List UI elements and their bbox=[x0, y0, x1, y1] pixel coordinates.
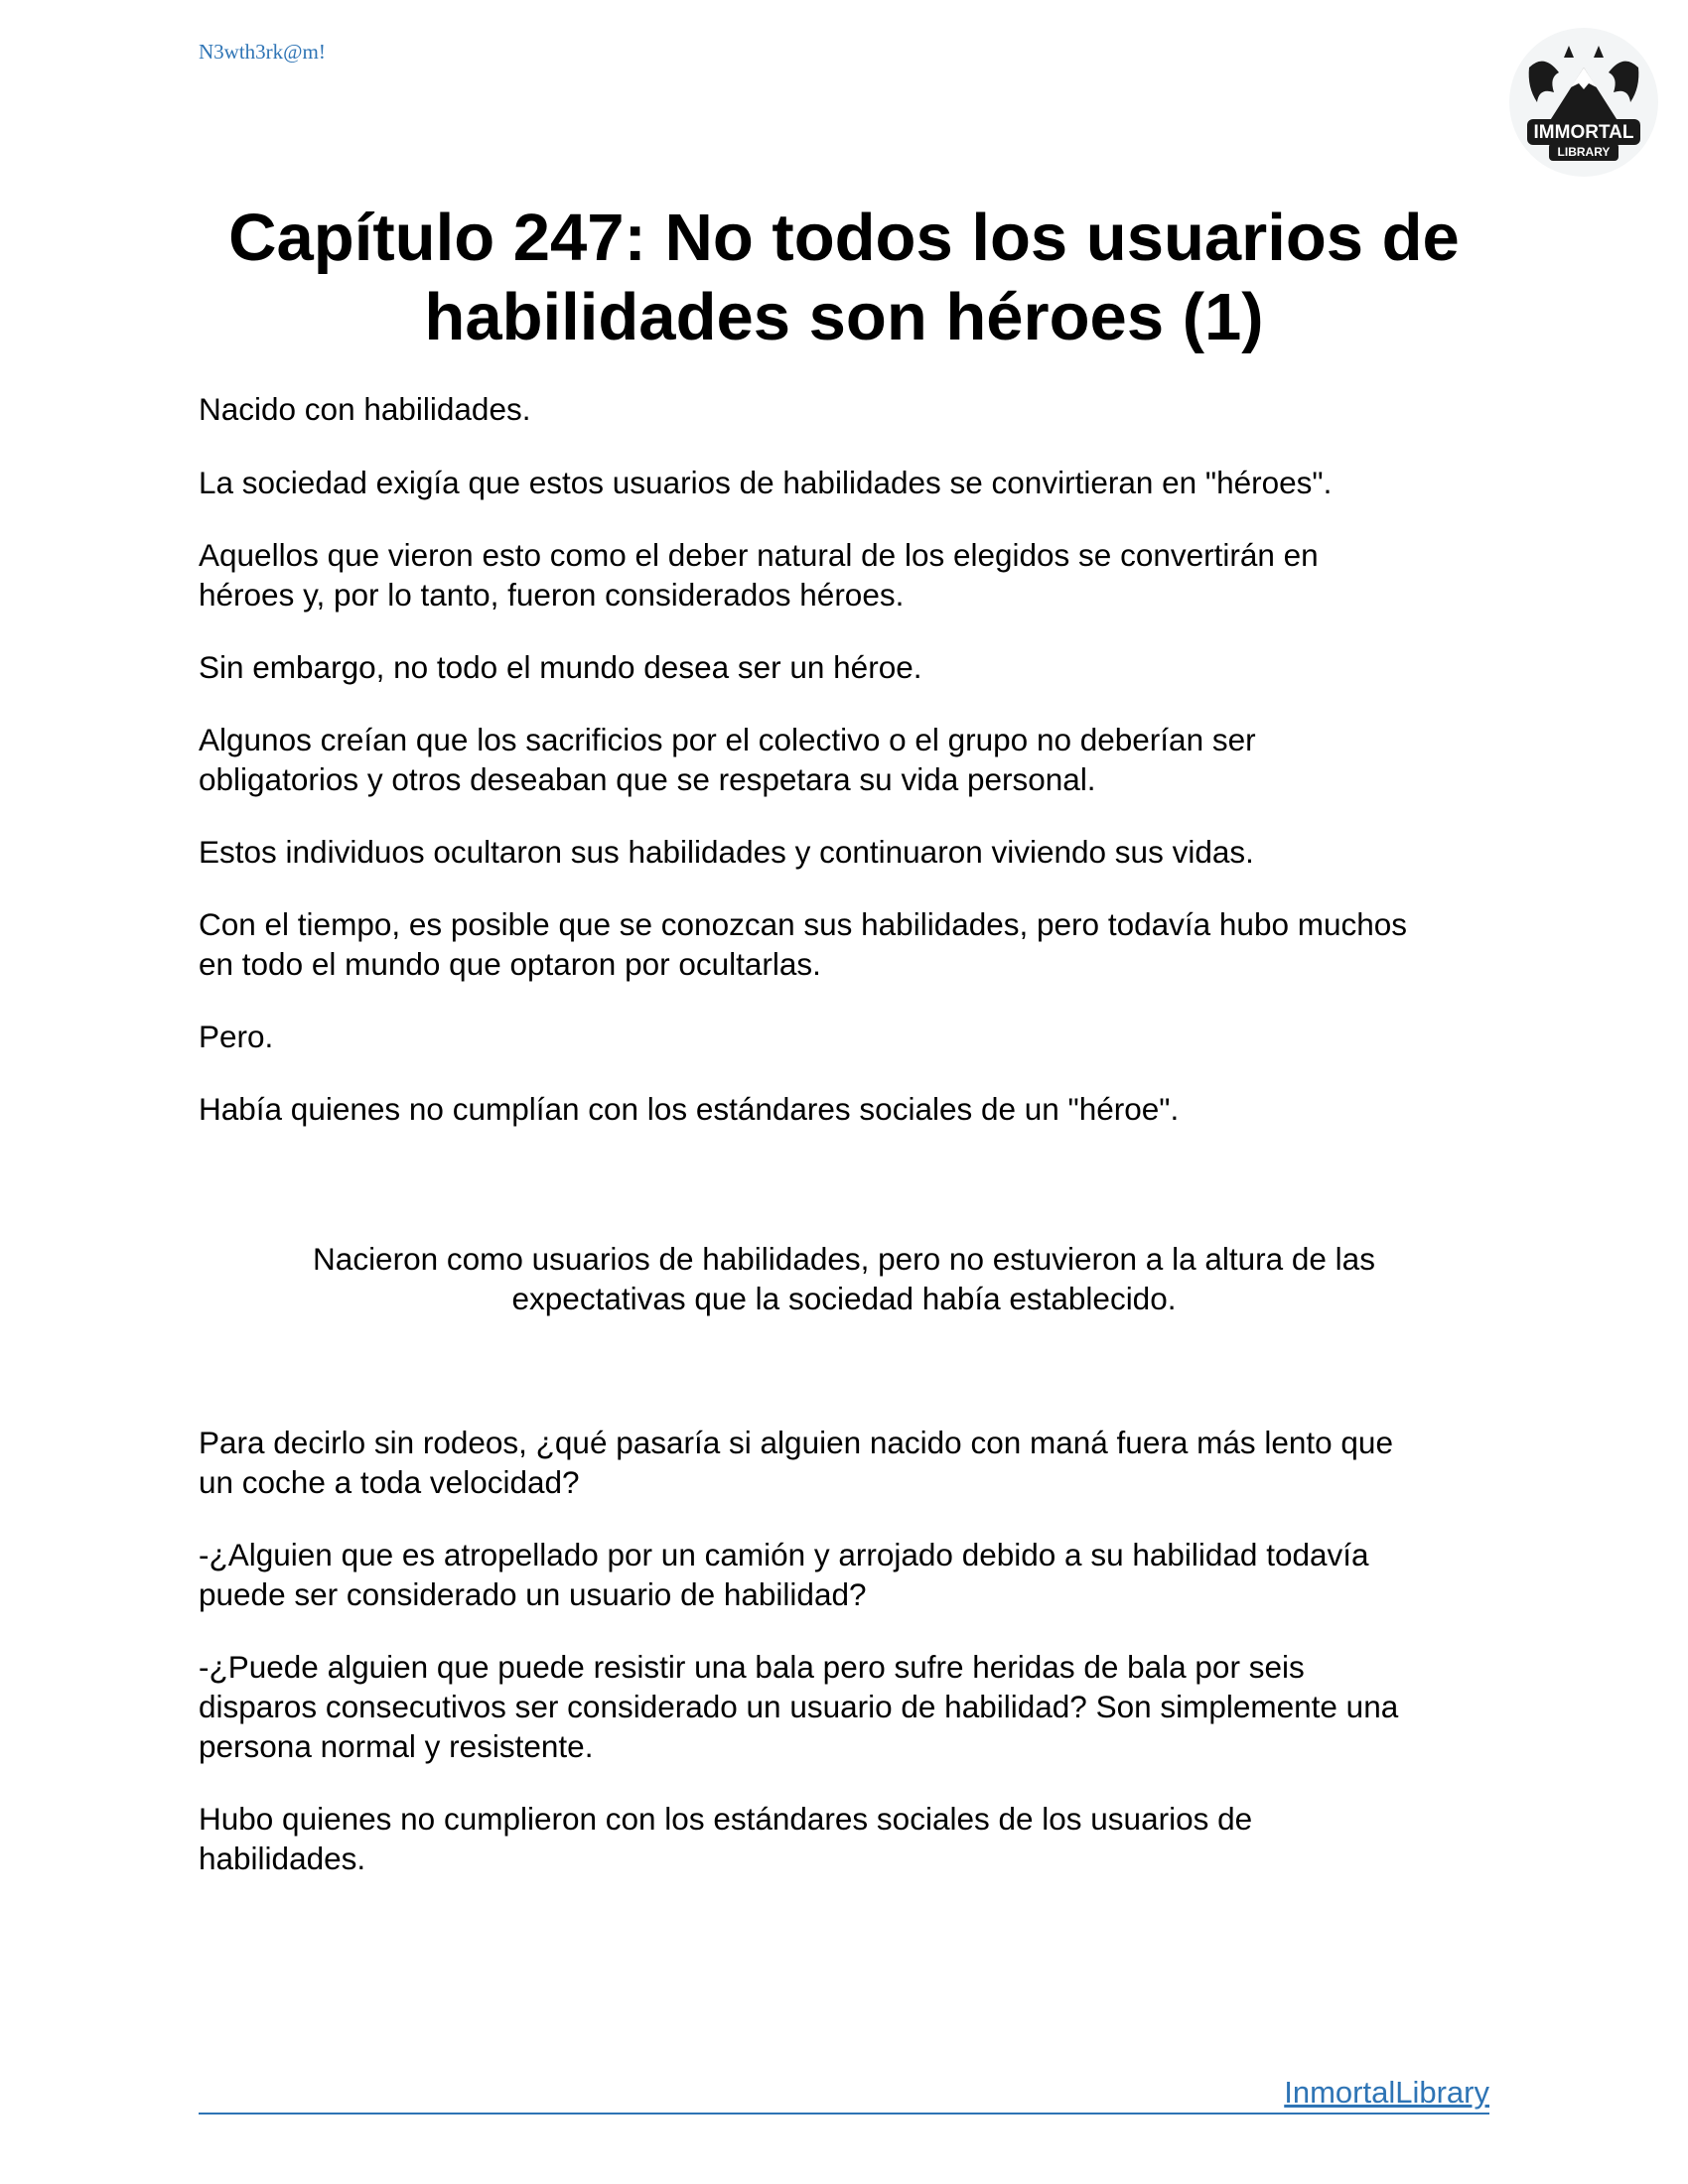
paragraph-line: persona normal y resistente. bbox=[199, 1728, 594, 1764]
chapter-title bbox=[159, 199, 1529, 357]
paragraph bbox=[199, 720, 1489, 799]
paragraph bbox=[199, 1423, 1489, 1502]
footer-divider bbox=[199, 2113, 1489, 2115]
paragraph-line: -¿Alguien que es atropellado por un camión y arrojado debido a su habilidad todavía bbox=[199, 1537, 1369, 1572]
paragraph bbox=[199, 1647, 1489, 1766]
paragraph: Nacido con habilidades. bbox=[199, 391, 531, 427]
dragon-mountain-logo-icon bbox=[1509, 28, 1658, 177]
centered-paragraph bbox=[199, 1239, 1489, 1318]
title-line-2: habilidades son héroes (1) bbox=[424, 280, 1264, 354]
paragraph-line: Aquellos que vieron esto como el deber natural de los elegidos se convertirán en bbox=[199, 537, 1319, 573]
paragraph-line: en todo el mundo que optaron por ocultarlas. bbox=[199, 946, 821, 982]
paragraph-line: un coche a toda velocidad? bbox=[199, 1464, 580, 1500]
paragraph-line: -¿Puede alguien que puede resistir una bala pero sufre heridas de bala por seis bbox=[199, 1649, 1305, 1685]
paragraph: Pero. bbox=[199, 1019, 274, 1054]
paragraph bbox=[199, 1799, 1489, 1878]
logo-text-top: IMMORTAL bbox=[1533, 122, 1634, 143]
centered-line: Nacieron como usuarios de habilidades, pero no estuvieron a la altura de las bbox=[313, 1241, 1375, 1277]
paragraph-line: Algunos creían que los sacrificios por el colectivo o el grupo no deberían ser bbox=[199, 722, 1256, 757]
immortal-library-logo bbox=[1509, 28, 1658, 177]
paragraph-line: Para decirlo sin rodeos, ¿qué pasaría si alguien nacido con maná fuera más lento que bbox=[199, 1425, 1393, 1460]
paragraph-line: disparos consecutivos ser considerado un usuario de habilidad? Son simplemente una bbox=[199, 1689, 1399, 1724]
paragraph-line: héroes y, por lo tanto, fueron considerados héroes. bbox=[199, 577, 905, 613]
centered-line: expectativas que la sociedad había establecido. bbox=[511, 1281, 1177, 1316]
paragraph-line: habilidades. bbox=[199, 1841, 366, 1876]
paragraph bbox=[199, 535, 1489, 614]
logo-text-bottom: LIBRARY bbox=[1557, 145, 1611, 159]
paragraph: Había quienes no cumplían con los estándares sociales de un "héroe". bbox=[199, 1091, 1180, 1127]
paragraph bbox=[199, 904, 1489, 984]
paragraph-line: Con el tiempo, es posible que se conozcan sus habilidades, pero todavía hubo muchos bbox=[199, 906, 1408, 942]
paragraph: Sin embargo, no todo el mundo desea ser un héroe. bbox=[199, 649, 922, 685]
paragraph: Estos individuos ocultaron sus habilidades y continuaron viviendo sus vidas. bbox=[199, 834, 1254, 870]
paragraph bbox=[199, 1535, 1489, 1614]
paragraph-line: puede ser considerado un usuario de habilidad? bbox=[199, 1576, 867, 1612]
paragraph-line: Hubo quienes no cumplieron con los estándares sociales de los usuarios de bbox=[199, 1801, 1253, 1837]
paragraph: La sociedad exigía que estos usuarios de habilidades se convirtieran en "héroes". bbox=[199, 465, 1333, 500]
paragraph-line: obligatorios y otros deseaban que se respetara su vida personal. bbox=[199, 761, 1096, 797]
title-line-1: Capítulo 247: No todos los usuarios de bbox=[228, 201, 1460, 275]
footer-link[interactable]: InmortalLibrary bbox=[1284, 2075, 1489, 2110]
header-tag: N3wth3rk@m! bbox=[199, 40, 326, 64]
